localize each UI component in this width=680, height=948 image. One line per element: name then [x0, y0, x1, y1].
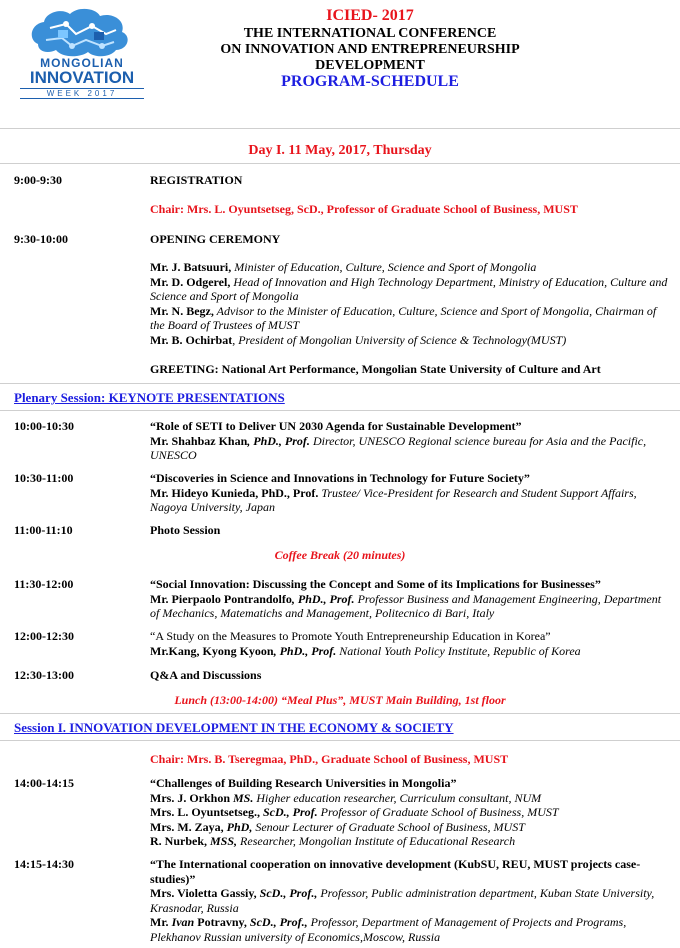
session1-heading: Session I. INNOVATION DEVELOPMENT IN THE ECONOMY & SOCIETY [14, 720, 454, 735]
time-slot: 14:00-14:15 [14, 776, 74, 790]
conference-title-line2: ON INNOVATION AND ENTREPRENEURSHIP [220, 42, 520, 57]
speaker-list [150, 260, 668, 347]
time-slot: 10:30-11:00 [14, 471, 74, 485]
session-title: Q&A and Discussions [150, 668, 262, 682]
session-title: Photo Session [150, 523, 221, 537]
lunch-break: Lunch (13:00-14:00) “Meal Plus”, MUST Main Building, 1st floor [174, 693, 506, 707]
divider [0, 740, 680, 741]
time-slot: 11:00-11:10 [14, 523, 73, 537]
logo-sub-line: WEEK 2017 [20, 88, 144, 99]
presentation: “The International cooperation on innovative development (KubSU, REU, MUST projects case-studies)” Mrs. Violetta Gassiy, ScD., Prof., Professor, Public administration department, Kuban State University, Krasnodar, Russia Mr. Ivan Potravny, ScD., Prof., Professor, Department of Management of Projects and Programs, Plekhanov Russian university of Economics,Moscow, Russia [150, 857, 655, 944]
conference-title-line1: THE INTERNATIONAL CONFERENCE [243, 26, 497, 41]
speaker: Mr. N. Begz, Advisor to the Minister of Education, Culture, Science and Sport of Mongolia, Chairman of the Board of Trustees of MUST [150, 303, 657, 332]
brain-logo-icon [10, 4, 150, 62]
session-title: REGISTRATION [150, 173, 243, 187]
plenary-session-heading: Plenary Session: KEYNOTE PRESENTATIONS [14, 390, 285, 405]
time-slot: 11:30-12:00 [14, 577, 74, 591]
divider [0, 713, 680, 714]
divider [0, 163, 680, 164]
time-slot: 14:15-14:30 [14, 857, 74, 871]
time-slot: 9:30-10:00 [14, 232, 68, 246]
conference-title-line3: DEVELOPMENT [315, 58, 425, 73]
speaker: Mr. B. Ochirbat, President of Mongolian University of Science & Technology(MUST) [150, 332, 567, 347]
time-slot: 10:00-10:30 [14, 419, 74, 433]
speaker: Mr. D. Odgerel, Head of Innovation and High Technology Department, Ministry of Education, Culture and Science and Sport of Mongolia [150, 274, 668, 303]
logo-main-word: INNOVATION [29, 68, 135, 87]
divider [0, 410, 680, 411]
time-slot: 9:00-9:30 [14, 173, 62, 187]
divider [0, 383, 680, 384]
presentation: “Social Innovation: Discussing the Concept and Some of its Implications for Businesses” Mr. Pierpaolo Pontrandolfo, PhD., Prof. Professor Business and Management Engineering, Department of Mechanics, Matematichs and Management, Politecnico di Bari, Italy [150, 577, 662, 620]
time-slot: 12:30-13:00 [14, 668, 74, 682]
coffee-break: Coffee Break (20 minutes) [274, 548, 406, 562]
conference-code: ICIED- 2017 [326, 7, 414, 24]
time-slot: 12:00-12:30 [14, 629, 74, 643]
speaker: Mr. J. Batsuuri, Minister of Education, Culture, Science and Sport of Mongolia [150, 260, 537, 274]
divider [0, 128, 680, 129]
day-title: Day I. 11 May, 2017, Thursday [248, 143, 432, 158]
greeting-line: GREETING: National Art Performance, Mongolian State University of Culture and Art [150, 362, 601, 376]
chair-line: Chair: Mrs. L. Oyuntsetseg, ScD., Professor of Graduate School of Business, MUST [150, 202, 578, 216]
chair-line: Chair: Mrs. B. Tseregmaa, PhD., Graduate School of Business, MUST [150, 752, 509, 766]
presentation: “Discoveries in Science and Innovations in Technology for Future Society” Mr. Hideyo Kunieda, PhD., Prof. Trustee/ Vice-President for Research and Student Support Affairs, Nagoya University, Japan [150, 471, 637, 514]
presentation: “Role of SETI to Deliver UN 2030 Agenda for Sustainable Development” Mr. Shahbaz Khan, PhD., Prof. Director, UNESCO Regional science bureau for Asia and the Pacific, UNESCO [150, 419, 647, 462]
presentation: “A Study on the Measures to Promote Youth Entrepreneurship Education in Korea” Mr.Kang, Kyong Kyoon, PhD., Prof. National Youth Policy Institute, Republic of Korea [150, 629, 581, 658]
logo-top-line: MONGOLIAN [40, 56, 124, 70]
program-schedule-title: PROGRAM-SCHEDULE [281, 73, 459, 90]
session-title: OPENING CEREMONY [150, 232, 281, 246]
logo [10, 4, 150, 100]
presentation: “Challenges of Building Research Universities in Mongolia” Mrs. J. Orkhon MS. Higher education researcher, Curriculum consultant, NUM Mrs. L. Oyuntsetseg., ScD., Prof. Professor of Graduate School of Business, MUST Mrs. M. Zaya, PhD, Senour Lecturer of Graduate School of Business, MUST R. Nurbek, MSS, Researcher, Mongolian Institute of Educational Research [150, 776, 559, 848]
